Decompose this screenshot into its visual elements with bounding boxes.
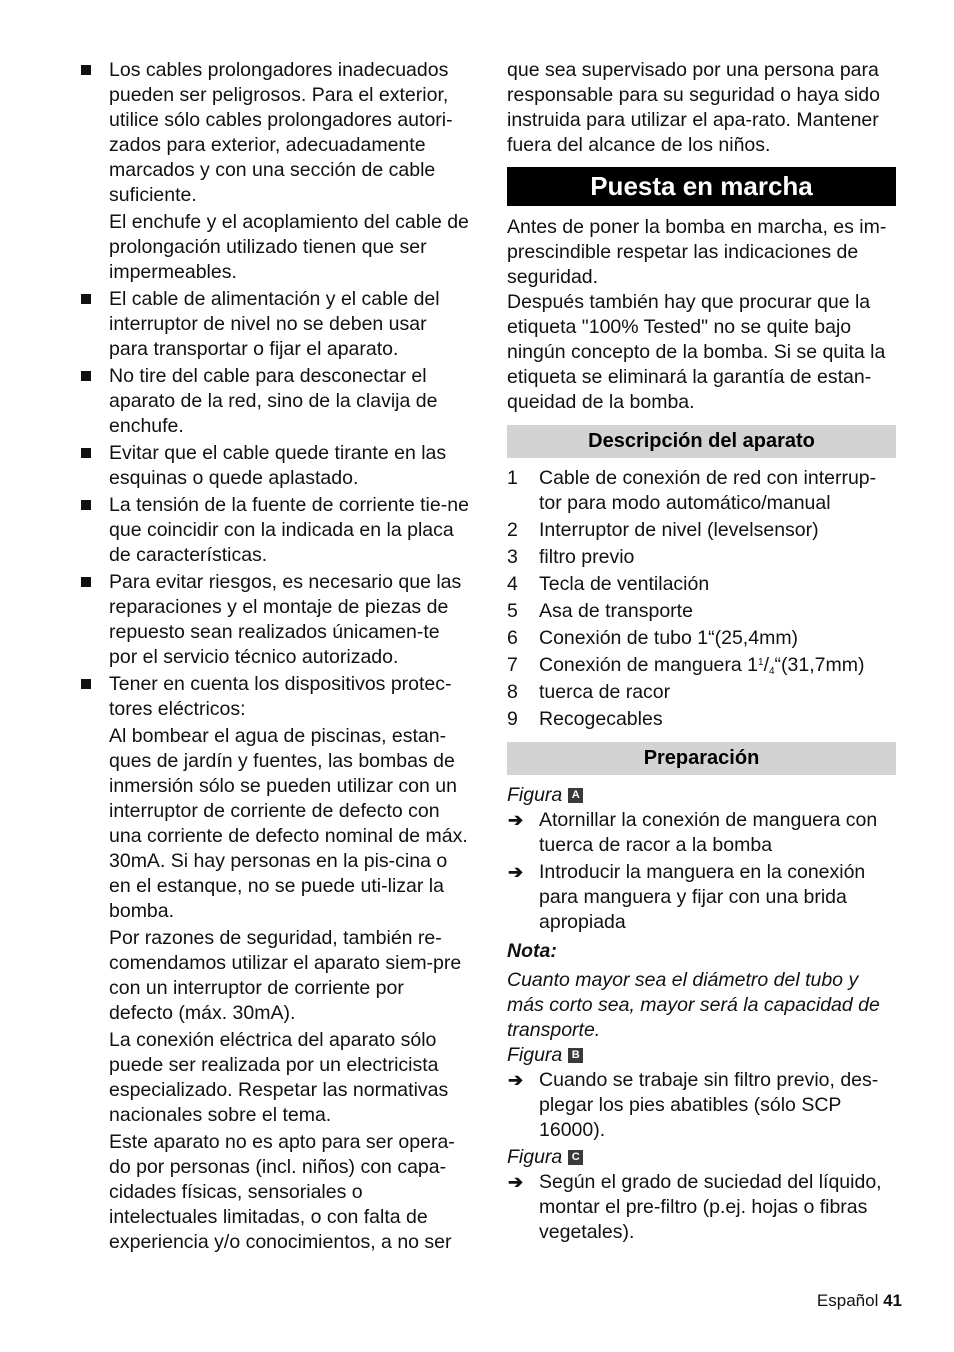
subsection-title-description: Descripción del aparato bbox=[507, 425, 896, 458]
square-bullet-icon bbox=[81, 679, 91, 689]
bullet-text: Para evitar riesgos, es necesario que las reparaciones y el montaje de piezas de repuesto sean realizados únicamen-te por el servicio técnico autorizado. bbox=[109, 571, 462, 668]
step-text: Cuando se trabaje sin filtro previo, des-plegar los pies abatibles (sólo SCP 16000). bbox=[539, 1069, 879, 1141]
section-title: Puesta en marcha bbox=[507, 167, 896, 206]
item-text: filtro previo bbox=[539, 546, 635, 568]
left-column bbox=[78, 58, 470, 1257]
footer-language: Español bbox=[816, 1291, 879, 1310]
bullet-subparagraph: Al bombear el agua de piscinas, estan-ques de jardín y fuentes, las bombas de inmersión sólo se pueden utilizar con un interruptor de corriente de defecto con una corriente de defecto nominal de máx. 30mA. Si hay personas en la pis-cina o en el estanque, no se puede uti-lizar la bomba. bbox=[109, 725, 468, 922]
item-number: 6 bbox=[507, 627, 518, 649]
note-label: Nota: bbox=[507, 940, 557, 962]
list-item bbox=[78, 287, 470, 362]
bullet-text: La tensión de la fuente de corriente tie-ne que coincidir con la indicada en la placa de características. bbox=[109, 494, 469, 566]
figure-letter-badge: C bbox=[568, 1150, 583, 1165]
square-bullet-icon bbox=[81, 65, 91, 75]
item-text: Asa de transporte bbox=[539, 600, 693, 622]
bullet-text: No tire del cable para desconectar el aparato de la red, sino de la clavija de enchufe. bbox=[109, 365, 438, 437]
item-text: Cable de conexión de red con interrup-tor para modo automático/manual bbox=[539, 467, 877, 514]
list-item bbox=[78, 672, 470, 722]
square-bullet-icon bbox=[81, 448, 91, 458]
list-item bbox=[507, 653, 896, 678]
list-item bbox=[507, 572, 896, 597]
bullet-text: Los cables prolongadores inadecuados pueden ser peligrosos. Para el exterior, utilice sólo cables prolongadores autori-zados para exterior, adecuadamente marcados y con una sección de cable suficiente. bbox=[109, 59, 453, 206]
figure-reference bbox=[507, 1145, 896, 1170]
list-item bbox=[507, 680, 896, 705]
list-item bbox=[78, 364, 470, 439]
parts-list bbox=[507, 466, 896, 732]
item-number: 1 bbox=[507, 467, 518, 489]
note-text: Cuanto mayor sea el diámetro del tubo y más corto sea, mayor será la capacidad de transporte. bbox=[507, 969, 880, 1041]
item-number: 9 bbox=[507, 708, 518, 730]
list-item bbox=[78, 441, 470, 491]
item-number: 7 bbox=[507, 654, 518, 676]
item-text-before: Conexión de manguera 1 bbox=[539, 654, 758, 676]
item-number: 4 bbox=[507, 573, 518, 595]
item-text: Tecla de ventilación bbox=[539, 573, 710, 595]
item-text-after: “(31,7mm) bbox=[774, 654, 865, 676]
list-item bbox=[507, 599, 896, 624]
instruction-step bbox=[507, 860, 896, 935]
page-number: 41 bbox=[883, 1291, 902, 1310]
bullet-subparagraph: El enchufe y el acoplamiento del cable de prolongación utilizado tienen que ser impermeables. bbox=[109, 211, 469, 283]
list-item bbox=[507, 626, 896, 651]
instruction-step bbox=[507, 1068, 896, 1143]
list-item bbox=[78, 493, 470, 568]
figure-reference bbox=[507, 1043, 896, 1068]
arrow-right-icon: ➔ bbox=[508, 1172, 524, 1192]
item-number: 5 bbox=[507, 600, 518, 622]
list-item bbox=[507, 518, 896, 543]
figure-reference bbox=[507, 783, 896, 808]
bullet-text: El cable de alimentación y el cable del interruptor de nivel no se deben usar para transportar o fijar el aparato. bbox=[109, 288, 440, 360]
intro-paragraph: Antes de poner la bomba en marcha, es im-prescindible respetar las indicaciones de seguridad. bbox=[507, 216, 887, 288]
arrow-right-icon: ➔ bbox=[508, 1070, 524, 1090]
subsection-title-preparation: Preparación bbox=[507, 742, 896, 775]
square-bullet-icon bbox=[81, 371, 91, 381]
figure-label: Figura bbox=[507, 784, 563, 806]
instruction-step bbox=[507, 808, 896, 858]
item-text: Interruptor de nivel (levelsensor) bbox=[539, 519, 819, 541]
bullet-subparagraph: Por razones de seguridad, también re-comendamos utilizar el aparato siem-pre con un interruptor de corriente por defecto (máx. 30mA). bbox=[109, 927, 462, 1024]
square-bullet-icon bbox=[81, 577, 91, 587]
fraction-denominator: 4 bbox=[768, 666, 775, 677]
list-item bbox=[78, 58, 470, 208]
list-item bbox=[507, 466, 896, 516]
intro-paragraph: Después también hay que procurar que la etiqueta "100% Tested" no se quite bajo ningún concepto de la bomba. Si se quita la etiqueta se eliminará la garantía de estan-queidad de la bomba. bbox=[507, 291, 886, 413]
item-text: Recogecables bbox=[539, 708, 663, 730]
arrow-right-icon: ➔ bbox=[508, 862, 524, 882]
step-text: Introducir la manguera en la conexión para manguera y fijar con una brida apropiada bbox=[539, 861, 866, 933]
figure-letter-badge: B bbox=[568, 1048, 583, 1063]
fraction-numerator: 1 bbox=[758, 657, 764, 668]
figure-letter-badge: A bbox=[568, 788, 583, 803]
square-bullet-icon bbox=[81, 294, 91, 304]
list-item bbox=[78, 570, 470, 670]
bullet-subparagraph: La conexión eléctrica del aparato sólo puede ser realizada por un electricista especializado. Respetar las normativas nacionales sobre el tema. bbox=[109, 1029, 449, 1126]
arrow-right-icon: ➔ bbox=[508, 810, 524, 830]
list-item bbox=[507, 707, 896, 732]
item-number: 3 bbox=[507, 546, 518, 568]
item-text: tuerca de racor bbox=[539, 681, 671, 703]
list-item bbox=[507, 545, 896, 570]
bullet-text: Tener en cuenta los dispositivos protec-tores eléctricos: bbox=[109, 673, 452, 720]
figure-label: Figura bbox=[507, 1044, 563, 1066]
figure-label: Figura bbox=[507, 1146, 563, 1168]
item-number: 8 bbox=[507, 681, 518, 703]
item-text: Conexión de tubo 1“(25,4mm) bbox=[539, 627, 799, 649]
step-text: Atornillar la conexión de manguera con tuerca de racor a la bomba bbox=[539, 809, 878, 856]
instruction-step bbox=[507, 1170, 896, 1245]
right-column bbox=[507, 58, 896, 1247]
page-footer bbox=[817, 1288, 902, 1313]
square-bullet-icon bbox=[81, 500, 91, 510]
bullet-subparagraph: Este aparato no es apto para ser opera-do por personas (incl. niños) con capa-cidades físicas, sensoriales o intelectuales limitadas, o con falta de experiencia y/o conocimientos, a no ser bbox=[109, 1131, 455, 1253]
step-text: Según el grado de suciedad del líquido, montar el pre-filtro (p.ej. hojas o fibras vegetales). bbox=[539, 1171, 882, 1243]
continuation-paragraph: que sea supervisado por una persona para responsable para su seguridad o haya sido instruida para utilizar el apa-rato. Mantener fuera del alcance de los niños. bbox=[507, 59, 880, 156]
bullet-text: Evitar que el cable quede tirante en las esquinas o quede aplastado. bbox=[109, 442, 447, 489]
item-number: 2 bbox=[507, 519, 518, 541]
item-text: Conexión de manguera $1^1/_4“(31,7mm)$ bbox=[539, 654, 865, 677]
